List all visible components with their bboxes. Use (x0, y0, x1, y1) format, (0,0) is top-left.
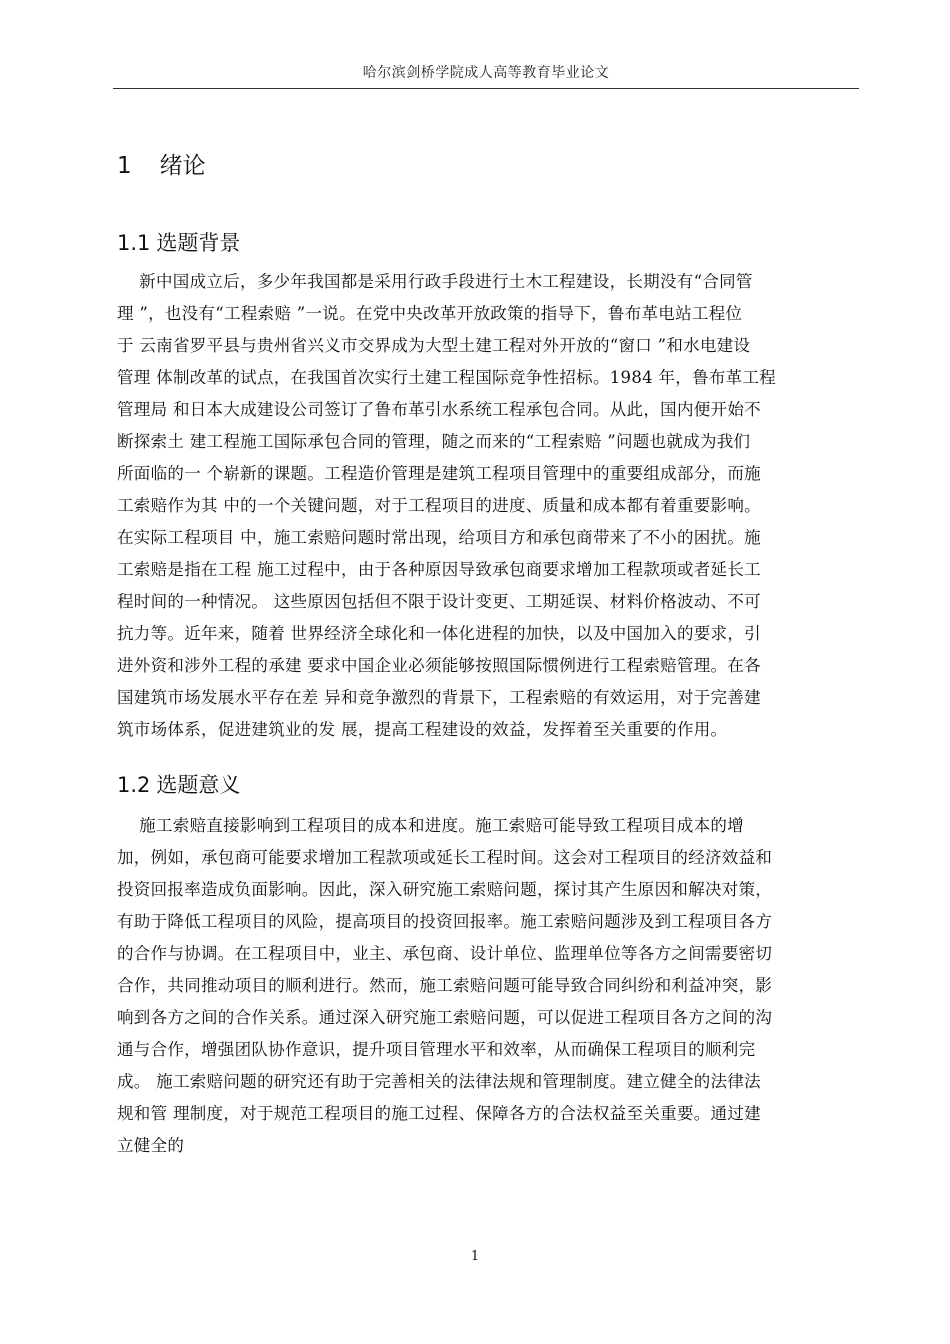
section-1-1-paragraph (117, 266, 857, 746)
text-line: 抗力等。近年来，随着 世界经济全球化和一体化进程的加快，以及中国加入的要求，引 (117, 624, 761, 643)
chapter-title (117, 147, 206, 180)
text-line: 有助于降低工程项目的风险，提高项目的投资回报率。施工索赔问题涉及到工程项目各方 (117, 912, 773, 931)
page-number: 1 (470, 1249, 480, 1264)
text-line: 规和管 理制度，对于规范工程项目的施工过程、保障各方的合法权益至关重要。通过建 (117, 1104, 761, 1123)
running-header: 哈尔滨剑桥学院成人高等教育毕业论文 (362, 65, 610, 81)
text-line: 加，例如，承包商可能要求增加工程款项或延长工程时间。这会对工程项目的经济效益和 (117, 848, 773, 867)
chapter-number: 1 (117, 153, 132, 179)
header-rule (113, 88, 859, 89)
text-line: 响到各方之间的合作关系。通过深入研究施工索赔问题，可以促进工程项目各方之间的沟 (117, 1008, 773, 1027)
text-line: 管理局 和日本大成建设公司签订了鲁布革引水系统工程承包合同。从此，国内便开始不 (117, 400, 761, 419)
text-line: 在实际工程项目 中，施工索赔问题时常出现，给项目方和承包商带来了不小的困扰。施 (117, 528, 761, 547)
text-line: 程时间的一种情况。 这些原因包括但不限于设计变更、工期延误、材料价格波动、不可 (117, 592, 761, 611)
text-line: 投资回报率造成负面影响。因此，深入研究施工索赔问题，探讨其产生原因和解决对策， (117, 880, 773, 899)
text-line: 断探索土 建工程施工国际承包合同的管理，随之而来的“工程索赔 ”问题也就成为我们 (117, 432, 751, 451)
section-heading-1-2 (117, 769, 240, 799)
text-line: 筑市场体系，促进建筑业的发 展，提高工程建设的效益，发挥着至关重要的作用。 (117, 720, 728, 739)
chapter-title-text: 绪论 (159, 153, 206, 179)
text-line: 理 ”，也没有“工程索赔 ”一说。在党中央改革开放政策的指导下，鲁布革电站工程位 (117, 304, 743, 323)
text-line: 管理 体制改革的试点，在我国首次实行土建工程国际竞争性招标。1984 年，鲁布革工程 (117, 368, 777, 387)
text-line: 的合作与协调。在工程项目中，业主、承包商、设计单位、监理单位等各方之间需要密切 (117, 944, 773, 963)
text-line: 所面临的一 个崭新的课题。工程造价管理是建筑工程项目管理中的重要组成部分，而施 (117, 464, 761, 483)
text-line: 施工索赔直接影响到工程项目的成本和进度。施工索赔可能导致工程项目成本的增 (117, 816, 744, 835)
text-line: 国建筑市场发展水平存在差 异和竞争激烈的背景下，工程索赔的有效运用，对于完善建 (117, 688, 761, 707)
section-title-text: 选题意义 (156, 773, 241, 797)
text-line: 立健全的 (117, 1136, 185, 1155)
text-line: 工索赔是指在工程 施工过程中，由于各种原因导致承包商要求增加工程款项或者延长工 (117, 560, 761, 579)
section-title-text: 选题背景 (156, 231, 241, 255)
section-number: 1.2 (117, 773, 151, 797)
text-line: 工索赔作为其 中的一个关键问题，对于工程项目的进度、质量和成本都有着重要影响。 (117, 496, 761, 515)
section-number: 1.1 (117, 231, 151, 255)
section-heading-1-1 (117, 227, 240, 257)
text-line: 新中国成立后，多少年我国都是采用行政手段进行土木工程建设，长期没有“合同管 (117, 272, 753, 291)
text-line: 进外资和涉外工程的承建 要求中国企业必须能够按照国际惯例进行工程索赔管理。在各 (117, 656, 761, 675)
section-1-2-paragraph (117, 810, 857, 1162)
text-line: 成。 施工索赔问题的研究还有助于完善相关的法律法规和管理制度。建立健全的法律法 (117, 1072, 761, 1091)
text-line: 合作，共同推动项目的顺利进行。然而，施工索赔问题可能导致合同纠纷和利益冲突，影 (117, 976, 773, 995)
text-line: 于 云南省罗平县与贵州省兴义市交界成为大型土建工程对外开放的“窗口 ”和水电建设 (117, 336, 751, 355)
text-line: 通与合作，增强团队协作意识，提升项目管理水平和效率，从而确保工程项目的顺利完 (117, 1040, 756, 1059)
